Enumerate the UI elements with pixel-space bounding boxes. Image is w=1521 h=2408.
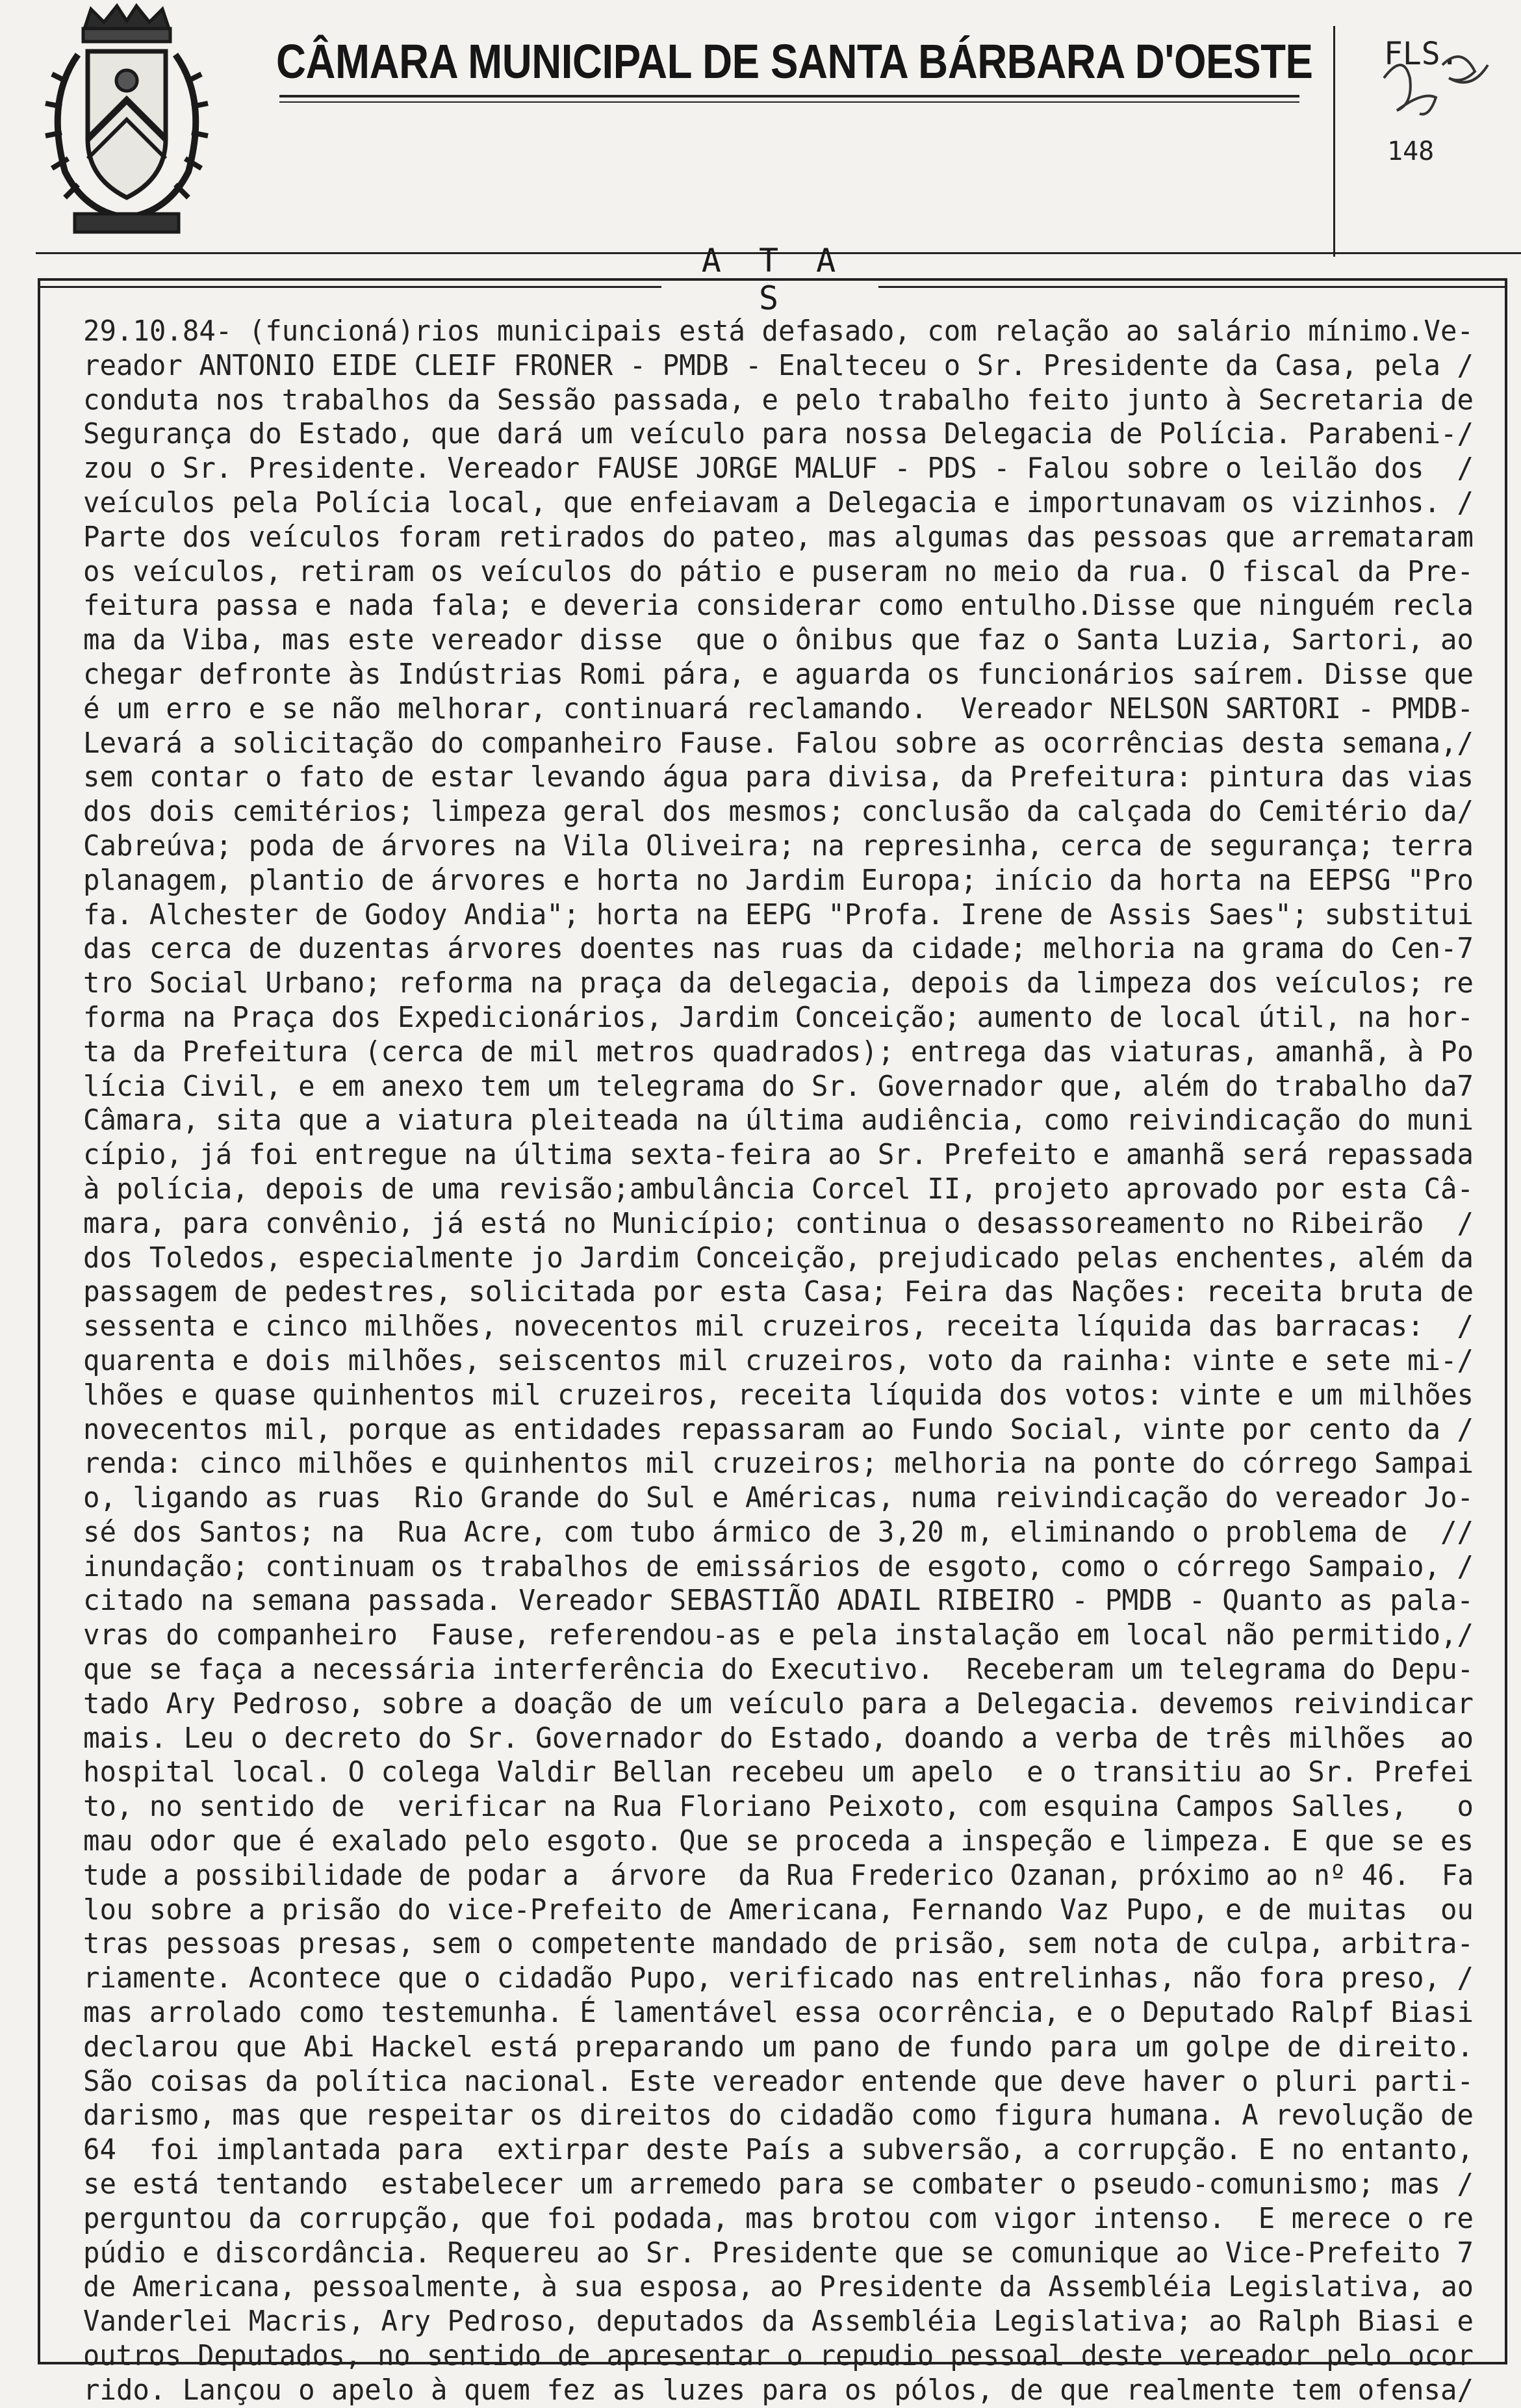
minutes-line-text: planagem, plantio de árvores e horta no Jardim Europa; início da horta na EEPSG "Pro (83, 863, 1474, 897)
minutes-line-text: à polícia, depois de uma revisão;ambulância Corcel II, projeto aprovado por esta Câ- (83, 1172, 1474, 1206)
minutes-line (83, 864, 1474, 898)
minutes-line (83, 966, 1474, 1001)
minutes-line-text: to, no sentido de verificar na Rua Floriano Peixoto, com esquina Campos Salles, o (83, 1790, 1474, 1824)
minutes-line (83, 589, 1474, 623)
minutes-line-text: Vanderlei Macris, Ary Pedroso, deputados da Assembléia Legislativa; ao Ralph Biasi e (83, 2305, 1474, 2338)
minutes-line (83, 1207, 1474, 1241)
minutes-line (83, 692, 1474, 727)
minutes-line-text: se está tentando estabelecer um arremedo para se combater o pseudo-comunismo; mas / (83, 2168, 1474, 2201)
minutes-line (83, 2133, 1474, 2168)
minutes-line-text: citado na semana passada. Vereador SEBASTIÃO ADAIL RIBEIRO - PMDB - Quanto as pala- (83, 1584, 1474, 1618)
minutes-line (83, 1070, 1474, 1104)
minutes-line (83, 760, 1474, 795)
minutes-line (83, 1961, 1474, 1996)
section-rule-right (878, 286, 1507, 288)
minutes-line-text: o, ligando as ruas Rio Grande do Sul e Américas, numa reivindicação do vereador Jo- (83, 1481, 1474, 1515)
minutes-line (83, 1790, 1474, 1824)
minutes-line-text: púdio e discordância. Requereu ao Sr. Presidente que se comunique ao Vice-Prefeito 7 (83, 2236, 1474, 2270)
minutes-line-text: Segurança do Estado, que dará um veículo para nossa Delegacia de Polícia. Parabeni-/ (83, 417, 1474, 451)
minutes-line-text: mara, para convênio, já está no Município; continua o desassoreamento no Ribeirão / (83, 1206, 1474, 1240)
minutes-line-text: lícia Civil, e em anexo tem um telegrama do Sr. Governador que, além do trabalho da7 (83, 1069, 1474, 1103)
header-divider (1333, 26, 1335, 257)
minutes-line-text: novecentos mil, porque as entidades repassaram ao Fundo Social, vinte por cento da / (83, 1412, 1474, 1446)
minutes-line (83, 486, 1474, 521)
minutes-line (83, 1618, 1474, 1653)
minutes-line-text: Cabreúva; poda de árvores na Vila Oliveira; na represinha, cerca de segurança; terra (83, 829, 1474, 862)
title-underline-thin (279, 101, 1299, 103)
minutes-line-text: dos dois cemitérios; limpeza geral dos mesmos; conclusão da calçada do Cemitério da/ (83, 795, 1474, 829)
minutes-line-text: forma na Praça dos Expedicionários, Jardim Conceição; aumento de local útil, na hor- (83, 1000, 1474, 1034)
minutes-line (83, 1138, 1474, 1172)
minutes-line-text: sé dos Santos; na Rua Acre, com tubo ármico de 3,20 m, eliminando o problema de // (83, 1515, 1474, 1549)
minutes-line (83, 1447, 1474, 1481)
minutes-line (83, 383, 1474, 418)
minutes-line (83, 727, 1474, 761)
minutes-line (83, 658, 1474, 692)
minutes-line (83, 2202, 1474, 2236)
minutes-line-text: os veículos, retiram os veículos do pátio e puseram no meio da rua. O fiscal da Pre- (83, 554, 1474, 588)
minutes-line (83, 1379, 1474, 1413)
minutes-line-text: declarou que Abi Hackel está preparando um pano de fundo para um golpe de direito. (83, 2030, 1474, 2064)
minutes-line-text: 64 foi implantada para extirpar deste País a subversão, a corrupção. E no entanto, (83, 2133, 1474, 2167)
minutes-line (83, 417, 1474, 452)
minutes-line-text: ma da Viba, mas este vereador disse que o ônibus que faz o Santa Luzia, Sartori, ao (83, 623, 1474, 657)
minutes-line-text: hospital local. O colega Valdir Bellan recebeu um apelo e o transitiu ao Sr. Prefei (83, 1755, 1474, 1789)
minutes-line (83, 1310, 1474, 1344)
minutes-line (83, 1275, 1474, 1310)
minutes-line-text: riamente. Acontece que o cidadão Pupo, verificado nas entrelinhas, não fora preso, / (83, 1961, 1474, 1995)
coat-of-arms-icon (39, 3, 214, 244)
minutes-line-text: renda: cinco milhões e quinhentos mil cruzeiros; melhoria na ponte do córrego Sampai (83, 1447, 1474, 1481)
minutes-line-text: dos Toledos, especialmente jo Jardim Conceição, prejudicado pelas enchentes, além da (83, 1241, 1474, 1275)
minutes-line-text: Câmara, sita que a viatura pleiteada na última audiência, como reivindicação do muni (83, 1104, 1474, 1137)
minutes-line-text: ta da Prefeitura (cerca de mil metros quadrados); entrega das viaturas, amanhã, à Po (83, 1035, 1474, 1068)
minutes-line-text: tro Social Urbano; reforma na praça da delegacia, depois da limpeza dos veículos; re (83, 966, 1474, 1000)
minutes-text (83, 315, 1474, 2408)
minutes-line-text: inundação; continuam os trabalhos de emissários de esgoto, como o córrego Sampaio, / (83, 1549, 1474, 1583)
minutes-line-text: sessenta e cinco milhões, novecentos mil cruzeiros, receita líquida das barracas: / (83, 1310, 1474, 1343)
minutes-line-text: Parte dos veículos foram retirados do pateo, mas algumas das pessoas que arremataram (83, 520, 1474, 554)
minutes-line-text: lhões e quase quinhentos mil cruzeiros, receita líquida dos votos: vinte e um milhões (83, 1378, 1474, 1412)
signature-icon (1364, 39, 1494, 136)
minutes-line-text: veículos pela Polícia local, que enfeiavam a Delegacia e importunavam os vizinhos. / (83, 485, 1474, 519)
minutes-line-text: mau odor que é exalado pelo esgoto. Que se proceda a inspeção e limpeza. E que se es (83, 1824, 1474, 1858)
minutes-line-text: Levará a solicitação do companheiro Fause. Falou sobre as ocorrências desta semana,/ (83, 726, 1474, 760)
minutes-line (83, 2030, 1474, 2065)
minutes-line (83, 898, 1474, 933)
minutes-line (83, 1516, 1474, 1550)
minutes-line (83, 1893, 1474, 1928)
minutes-line-text: feitura passa e nada fala; e deveria considerar como entulho.Disse que ninguém recla (83, 589, 1474, 623)
minutes-line (83, 2236, 1474, 2271)
minutes-line (83, 2305, 1474, 2339)
minutes-line-text: de Americana, pessoalmente, à sua esposa, ao Presidente da Assembléia Legislativa, ao (83, 2270, 1474, 2304)
minutes-line (83, 349, 1474, 383)
minutes-line-text: chegar defronte às Indústrias Romi pára, e aguarda os funcionários saírem. Disse que (83, 657, 1474, 691)
minutes-line (83, 1413, 1474, 1447)
minutes-line-text: é um erro e se não melhorar, continuará reclamando. Vereador NELSON SARTORI - PMDB- (83, 692, 1474, 725)
minutes-line-text: darismo, mas que respeitar os direitos do cidadão como figura humana. A revolução de (83, 2099, 1474, 2132)
title-underline (279, 95, 1299, 97)
minutes-line (83, 1996, 1474, 2030)
minutes-line (83, 623, 1474, 658)
minutes-line-text: quarenta e dois milhões, seiscentos mil cruzeiros, voto da rainha: vinte e sete mi-/ (83, 1343, 1474, 1377)
minutes-line (83, 1653, 1474, 1687)
minutes-line-text: vras do companheiro Fause, referendou-as e pela instalação em local não permitido,/ (83, 1618, 1474, 1652)
minutes-line (83, 2168, 1474, 2202)
minutes-line-text: fa. Alchester de Godoy Andia"; horta na EEPG "Profa. Irene de Assis Saes"; substitui (83, 898, 1474, 931)
minutes-line-text: mais. Leu o decreto do Sr. Governador do Estado, doando a verba de três milhões ao (83, 1721, 1474, 1755)
minutes-line-text: passagem de pedestres, solicitada por esta Casa; Feira das Nações: receita bruta de (83, 1275, 1474, 1309)
minutes-line-text: tude a possibilidade de podar a árvore da Rua Frederico Ozanan, próximo ao nº 46. Fa (83, 1858, 1474, 1892)
minutes-line (83, 1859, 1474, 1893)
minutes-line (83, 2099, 1474, 2133)
minutes-line-text: perguntou da corrupção, que foi podada, mas brotou com vigor intenso. E merece o re (83, 2201, 1474, 2235)
minutes-line-text: São coisas da política nacional. Este vereador entende que deve haver o pluri parti- (83, 2064, 1474, 2098)
institution-title: CÂMARA MUNICIPAL DE SANTA BÁRBARA D'OESTE (276, 34, 1313, 88)
minutes-line (83, 315, 1474, 349)
minutes-line (83, 1755, 1474, 1790)
minutes-line (83, 1687, 1474, 1722)
minutes-line (83, 452, 1474, 486)
minutes-line (83, 1344, 1474, 1379)
minutes-line (83, 795, 1474, 829)
minutes-line-text: que se faça a necessária interferência do Executivo. Receberam um telegrama do Depu- (83, 1653, 1474, 1687)
minutes-line (83, 1927, 1474, 1961)
minutes-line (83, 1104, 1474, 1138)
section-title: A T A S (701, 242, 845, 317)
minutes-line-text: mas arrolado como testemunha. É lamentável essa ocorrência, e o Deputado Ralpf Biasi (83, 1996, 1474, 2030)
minutes-line (83, 1824, 1474, 1859)
minutes-line-text: outros Deputados, no sentido de apresentar o repudio pessoal deste vereador pelo ocor (83, 2339, 1474, 2373)
minutes-line (83, 1172, 1474, 1207)
fls-label: FLS. (1384, 36, 1459, 72)
minutes-line (83, 2065, 1474, 2099)
minutes-line-text: 29.10.84- (funcioná)rios municipais está defasado, com relação ao salário mínimo.Ve- (83, 315, 1474, 348)
minutes-line-text: sem contar o fato de estar levando água para divisa, da Prefeitura: pintura das vias (83, 760, 1474, 794)
minutes-line-text: cípio, já foi entregue na última sexta-feira ao Sr. Prefeito e amanhã será repassada (83, 1138, 1474, 1172)
minutes-line (83, 521, 1474, 555)
minutes-line-text: conduta nos trabalhos da Sessão passada, e pelo trabalho feito junto à Secretaria de (83, 383, 1474, 417)
minutes-line (83, 932, 1474, 966)
section-rule-left (38, 286, 661, 288)
minutes-line (83, 2374, 1474, 2408)
minutes-line (83, 2270, 1474, 2305)
minutes-line (83, 1035, 1474, 1070)
minutes-line (83, 1550, 1474, 1585)
minutes-line (83, 2339, 1474, 2374)
minutes-line (83, 555, 1474, 589)
minutes-line-text: zou o Sr. Presidente. Vereador FAUSE JORGE MALUF - PDS - Falou sobre o leilão dos / (83, 452, 1474, 485)
minutes-line (83, 829, 1474, 864)
minutes-line-text: tado Ary Pedroso, sobre a doação de um veículo para a Delegacia. devemos reivindicar (83, 1687, 1474, 1720)
minutes-line-text: lou sobre a prisão do vice-Prefeito de Americana, Fernando Vaz Pupo, e de muitas ou (83, 1893, 1474, 1926)
minutes-line (83, 1001, 1474, 1035)
page-number: 148 (1387, 136, 1435, 166)
minutes-line-text: reador ANTONIO EIDE CLEIF FRONER - PMDB - Enalteceu o Sr. Presidente da Casa, pela / (83, 348, 1474, 382)
minutes-line-text: das cerca de duzentas árvores doentes nas ruas da cidade; melhoria na grama do Cen-7 (83, 932, 1474, 966)
minutes-line-text: tras pessoas presas, sem o competente mandado de prisão, sem nota de culpa, arbitra- (83, 1927, 1474, 1961)
minutes-line (83, 1584, 1474, 1618)
minutes-line (83, 1722, 1474, 1756)
minutes-line (83, 1241, 1474, 1276)
minutes-line-text: rido. Lançou o apelo à quem fez as luzes para os pólos, de que realmente tem ofensa/ (83, 2373, 1474, 2407)
minutes-line (83, 1481, 1474, 1516)
